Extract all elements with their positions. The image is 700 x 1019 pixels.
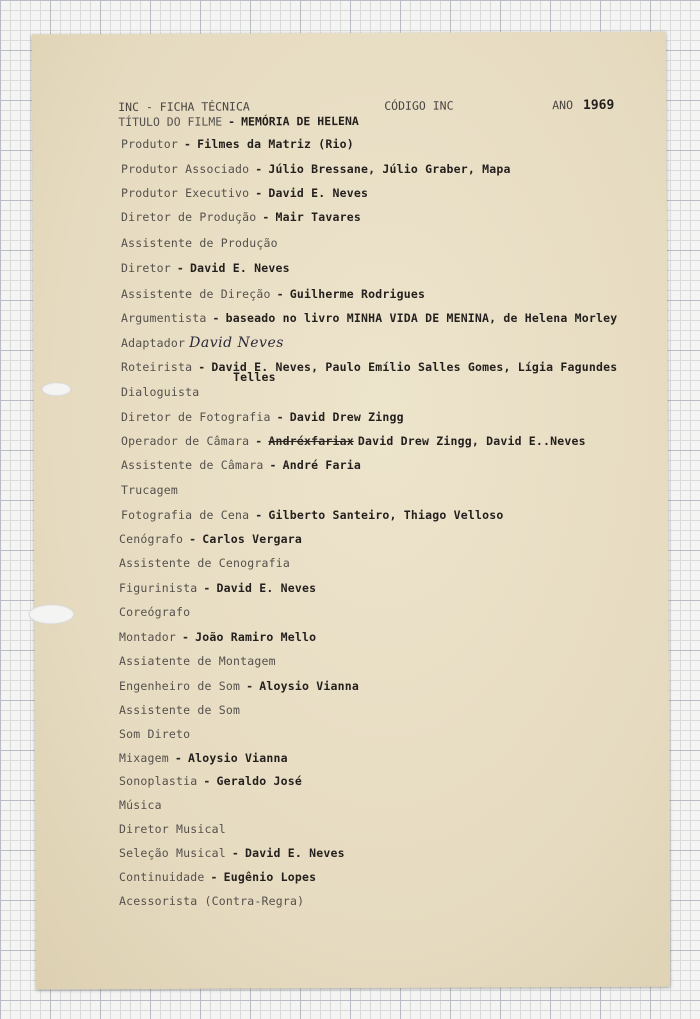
credit-label: Acessorista (Contra-Regra) [119, 894, 305, 908]
credit-dash: - [276, 287, 284, 301]
credit-row [121, 236, 278, 250]
credit-value: David E. Neves, Paulo Emílio Salles Gomes, Lígia Fagundes [211, 360, 618, 374]
credit-row [119, 894, 304, 908]
credit-value: Geraldo José [216, 774, 302, 788]
credit-row [121, 186, 368, 200]
struck-text: Andréxfariax [268, 434, 354, 448]
credit-label: Produtor Associado [121, 162, 250, 176]
credit-label: Trucagem [121, 483, 178, 497]
credit-row [121, 261, 290, 275]
credit-label: Cenógrafo [119, 532, 184, 546]
credit-label: Continuidade [119, 870, 205, 884]
credit-dash: - [276, 410, 284, 424]
credit-value: David Drew Zingg [289, 410, 404, 424]
credit-value-continuation: Telles [233, 370, 276, 384]
title-line [118, 114, 359, 129]
credit-value: Filmes da Matriz (Rio) [197, 137, 354, 151]
credit-row [119, 532, 302, 546]
credit-label: Produtor Executivo [121, 186, 250, 200]
credit-label: Argumentista [121, 311, 207, 325]
credit-row [121, 137, 354, 151]
credit-dash: - [255, 186, 263, 200]
credit-row [119, 703, 240, 717]
credit-row [121, 360, 618, 384]
title-value: MEMÓRIA DE HELENA [241, 113, 359, 129]
credit-label: Engenheiro de Som [119, 679, 241, 693]
credit-dash: - [189, 532, 197, 546]
credit-label: Diretor de Fotografia [121, 410, 271, 424]
credit-row [119, 822, 226, 836]
credit-row [121, 385, 199, 399]
credit-value: João Ramiro Mello [195, 630, 317, 644]
credit-label: Assistente de Câmara [121, 458, 264, 472]
credit-value: David Drew Zingg, David E..Neves [357, 434, 586, 448]
header-code: CÓDIGO INC [384, 98, 454, 113]
credit-row [119, 630, 316, 644]
credit-dash: - [203, 581, 211, 595]
credit-dash: - [184, 137, 192, 151]
credit-dash: - [231, 846, 239, 860]
credit-value: Aloysio Vianna [188, 751, 288, 765]
credit-dash: - [182, 630, 190, 644]
credit-value: Mair Tavares [275, 210, 361, 224]
header-left: INC - FICHA TÉCNICA [118, 99, 250, 115]
credit-dash: - [269, 458, 277, 472]
credit-row [119, 556, 290, 570]
credit-label: Roteirista [121, 360, 193, 374]
credit-value: André Faria [282, 458, 361, 472]
credit-label: Som Direto [119, 727, 191, 741]
credit-label: Diretor [121, 261, 171, 275]
credit-row [119, 751, 288, 765]
credit-row [119, 774, 302, 788]
credit-value: baseado no livro MINHA VIDA DE MENINA, de Helena Morley [225, 311, 618, 325]
credit-dash: - [255, 508, 263, 522]
credit-row [121, 410, 404, 424]
credit-row [119, 654, 276, 668]
credit-row [119, 679, 359, 693]
credit-value: Gilberto Santeiro, Thiago Velloso [268, 508, 504, 522]
credit-label: Fotografia de Cena [121, 508, 250, 522]
credit-label: Assistente de Cenografia [119, 556, 290, 570]
credit-dash: - [176, 261, 184, 275]
credit-value: Júlio Bressane, Júlio Graber, Mapa [268, 162, 511, 176]
credit-dash: - [255, 434, 263, 448]
credit-row [119, 581, 316, 595]
credit-label: Seleção Musical [119, 846, 226, 860]
credit-dash: - [210, 870, 218, 884]
credit-row [121, 434, 586, 448]
credit-row [119, 870, 316, 884]
credit-value: David E. Neves [190, 261, 290, 275]
credit-label: Assistente de Som [119, 703, 241, 717]
credit-label: Assiatente de Montagem [119, 654, 276, 668]
credit-row [121, 287, 425, 301]
credit-row [121, 458, 361, 472]
credit-label: Mixagem [119, 751, 169, 765]
credit-value: Eugênio Lopes [223, 870, 317, 884]
credit-row [121, 508, 503, 522]
credit-row [119, 605, 190, 619]
credit-dash: - [255, 162, 263, 176]
credit-label: Adaptador [121, 336, 186, 350]
credit-row [119, 846, 345, 860]
credit-label: Figurinista [119, 581, 198, 595]
credit-label: Produtor [121, 137, 178, 151]
punch-hole-upper [41, 382, 71, 396]
handwritten-value: David Neves [189, 335, 284, 351]
header-year [552, 98, 614, 113]
credit-label: Assistente de Produção [121, 236, 278, 250]
title-label: TÍTULO DO FILME [118, 114, 223, 130]
credit-dash: - [212, 311, 220, 325]
title-dash: - [228, 114, 236, 129]
credit-row [121, 335, 284, 351]
credit-value: Guilherme Rodrigues [289, 287, 426, 301]
credit-value: David E. Neves [244, 846, 345, 860]
credit-row [121, 210, 361, 224]
credit-row [121, 483, 178, 497]
punch-hole-lower [28, 604, 74, 624]
year-label: ANO [552, 98, 574, 113]
credit-row [119, 727, 190, 741]
credit-label: Diretor Musical [119, 822, 226, 836]
credit-row [119, 798, 162, 812]
credit-row [121, 162, 511, 176]
credit-dash: - [203, 774, 211, 788]
credit-value: Carlos Vergara [202, 532, 302, 546]
year-value: 1969 [582, 97, 615, 113]
credit-row [121, 311, 617, 325]
credit-label: Música [119, 798, 162, 812]
credit-value: Aloysio Vianna [259, 679, 359, 693]
credit-label: Dialoguista [121, 385, 200, 399]
credit-label: Montador [119, 630, 176, 644]
credit-dash: - [246, 679, 254, 693]
credit-dash: - [198, 360, 206, 374]
credit-label: Coreógrafo [119, 605, 191, 619]
credit-label: Sonoplastia [119, 774, 198, 788]
credit-dash: - [174, 751, 182, 765]
credit-label: Diretor de Produção [121, 210, 257, 224]
credit-label: Assistente de Direção [121, 287, 271, 301]
credit-value: David E. Neves [216, 581, 317, 595]
credit-label: Operador de Câmara [121, 434, 250, 448]
credit-value: David E. Neves [268, 186, 369, 200]
credit-dash: - [262, 210, 270, 224]
